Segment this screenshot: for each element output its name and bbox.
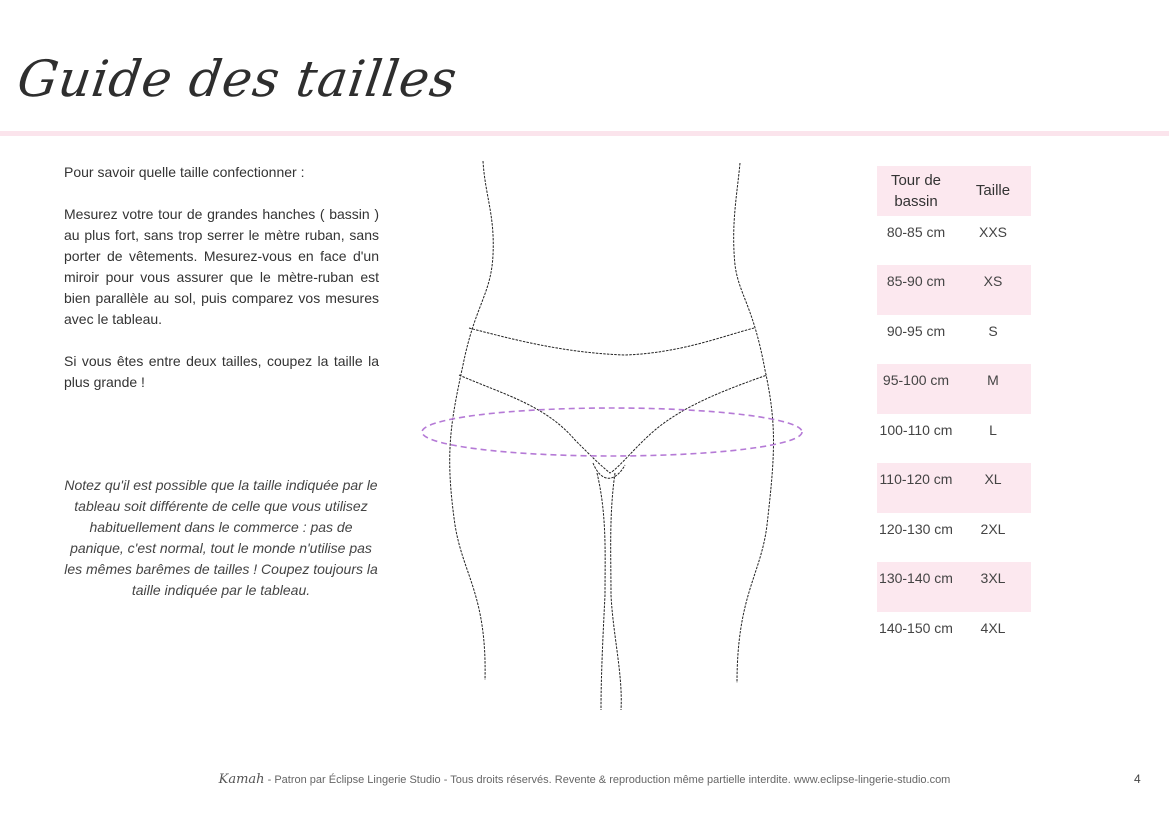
size-cell: 3XL (980, 570, 1006, 586)
hip-range-cell: 95-100 cm (882, 372, 950, 388)
size-cell: 2XL (980, 520, 1006, 537)
size-cell: M (987, 372, 999, 388)
footer-copyright: - Patron par Éclipse Lingerie Studio - Tous droits réservés. Revente & reproduction même partielle interdite. www.eclipse-lingerie-studio.com (264, 774, 951, 786)
hip-range-cell: 100-110 cm (879, 421, 953, 438)
size-cell: XL (984, 471, 1002, 487)
hip-measure-line (422, 408, 802, 456)
hip-range-cell: 120-130 cm (879, 520, 953, 537)
table-row (877, 216, 1031, 266)
page-title: Guide des tailles (13, 50, 461, 108)
body-outline-left (450, 161, 494, 680)
size-table-header-row (877, 166, 1031, 216)
table-row (877, 463, 1031, 513)
hip-range-cell: 80-85 cm (886, 223, 946, 240)
table-row (877, 414, 1031, 464)
page-number: 4 (1134, 772, 1141, 786)
table-row (877, 612, 1031, 662)
inner-leg-left (597, 473, 605, 710)
gusset (593, 463, 625, 478)
sizing-note: Notez qu'il est possible que la taille indiquée par le tableau soit différente de celle que vous utilisez habituellement dans le commerce : pas de panique, c'est normal, tout le monde n'utilise pas les mêmes barêmes de tailles ! Coupez toujours la taille indiquée par le tableau. (64, 477, 378, 598)
footer (0, 772, 1169, 787)
title-divider (0, 131, 1169, 136)
table-row (877, 513, 1031, 563)
size-cell: S (988, 322, 998, 339)
table-row (877, 265, 1031, 315)
hip-range-cell: 110-120 cm (879, 471, 953, 487)
table-row (877, 315, 1031, 365)
hip-range-cell: 90-95 cm (886, 322, 946, 339)
hip-measurement-illustration (415, 155, 810, 715)
column-header-size: Taille (975, 182, 1011, 200)
inner-leg-right (611, 473, 622, 710)
size-cell: 4XL (980, 619, 1006, 636)
instructions-paragraph-1: Mesurez votre tour de grandes hanches ( bassin ) au plus fort, sans trop serrer le mètre ruban, sans porter de vêtements. Mesurez-vous en face d'un miroir pour vous assurer que le mètre-ruban est bien parallèle au sol, puis comparez vos mesures avec le tableau. (64, 206, 379, 327)
table-row (877, 364, 1031, 414)
instructions-heading: Pour savoir quelle taille confectionner : (64, 164, 305, 180)
hip-range-cell: 85-90 cm (886, 273, 946, 289)
size-cell: L (989, 421, 997, 438)
hip-range-cell: 140-150 cm (879, 619, 953, 636)
size-cell: XXS (978, 223, 1007, 240)
column-header-hip: Tour de bassin (890, 171, 942, 210)
instructions-paragraph-2: Si vous êtes entre deux tailles, coupez la taille la plus grande ! (64, 353, 379, 390)
body-outline-right (734, 163, 774, 683)
table-row (877, 562, 1031, 612)
hip-range-cell: 130-140 cm (879, 570, 953, 586)
instructions-block (64, 162, 379, 414)
size-table (877, 166, 1031, 661)
footer-brand: Kamah (218, 772, 265, 787)
size-cell: XS (983, 273, 1003, 289)
waistband-top (469, 328, 754, 355)
waistband-bottom (459, 375, 767, 473)
